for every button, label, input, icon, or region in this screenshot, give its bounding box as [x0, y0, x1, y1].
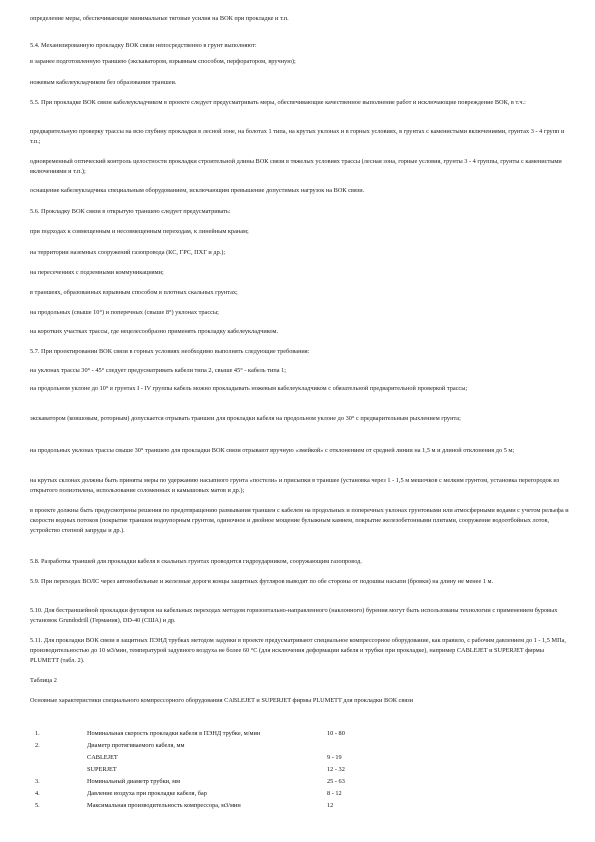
paragraph-5-7-item-5: на крутых склонах должны быть приняты меры по удержанию насыпного грунта «постели» и присыпки в траншее (установка через 1 - 1,5 м мешочков с мелким грунтом, установка перегородок из открытого полиэтилена, использование соломенных и камышовых матов и др.); [30, 477, 560, 494]
row-number: 5. [35, 802, 40, 809]
paragraph-5-4: 5.4. Механизированную прокладку ВОК связи непосредственно в грунт выполняют: [30, 42, 257, 49]
paragraph-5-10: 5.10. Для бестраншейной прокладки футляров на кабельных переходах методом горизонтально-направленного (наклонного) бурения могут быть использованы технологии с применением буровых установок Grundodrill (Германия), DD-40 (США) и др. [30, 607, 558, 624]
paragraph-5-7-item-2: на продольном уклоне до 10° в грунтах I - IV группы кабель можно прокладывать ножевым кабелеукладчиком с обязательной предварительной проверкой трассы; [30, 385, 468, 392]
row-value: 12 [327, 802, 334, 809]
row-number: 2. [35, 742, 40, 749]
row-value: 10 - 80 [327, 730, 345, 737]
row-name: Диаметр протягиваемого кабеля, мм [87, 742, 185, 749]
paragraph-5-7-item-6: в проекте должны быть предусмотрены решения по предотвращению размывания траншеи с кабелем на продольных и поперечных уклонах грунтовыми или атмосферными водами с учетом рельефа и скорости водных потоков (покрытие траншеи водоупорным грунтом, одиночное и двойное мощение булыжным камнем, покрытие железобетонными плитами, сооружение водоотбойных лотов, устройство степной запруды и др.). [30, 507, 569, 534]
row-name: Давление воздуха при прокладке кабеля, бар [87, 790, 207, 797]
row-value: 9 - 19 [327, 754, 342, 761]
row-value: 12 - 32 [327, 766, 345, 773]
paragraph-intro: определение меры, обеспечивающие минимальные тяговые усилия на ВОК при прокладке и т.п. [30, 15, 289, 22]
paragraph-5-9: 5.9. При переходах ВОЛС через автомобильные и железные дороги концы защитных футляров выводят по обе стороны от подошвы насыпи (бровки) на длину не менее 1 м. [30, 578, 494, 585]
paragraph-5-7-item-4: на продольных уклонах трассы свыше 30° траншею для прокладки ВОК связи отрывают вручную «змейкой» с отклонением от средней линии на 1,5 м и длиной отклонения до 5 м; [30, 447, 515, 454]
table-title: Основные характеристики специального компрессорного оборудования CABLEJET и SUPERJET фирмы PLUMETT для прокладки ВОК связи [30, 697, 413, 704]
table-row [30, 729, 570, 739]
paragraph-5-5-item-3: оснащение кабелеукладчика специальным оборудованием, исключающим превышение допустимых нагрузок на ВОК связи. [30, 187, 365, 194]
paragraph-5-7: 5.7. При проектировании ВОК связи в горных условиях необходимо выполнять следующие требования: [30, 348, 310, 355]
row-number: 3. [35, 778, 40, 785]
paragraph-5-7-item-3: экскаватором (ковшовым, роторным) допускается отрывать траншеи для прокладки кабеля на продольном уклоне до 30° с предварительным рыхлением грунта; [30, 415, 461, 422]
row-value: 8 - 12 [327, 790, 342, 797]
table-row [30, 777, 570, 787]
row-name: Номинальная скорость прокладки кабеля в ПЭНД трубке, м/мин [87, 730, 261, 737]
table-row [30, 789, 570, 799]
table-row [30, 801, 570, 811]
row-name: Максимальная производительность компрессора, м3/мин [87, 802, 241, 809]
table-caption: Таблица 2 [30, 677, 57, 684]
row-name: SUPERJET [87, 766, 117, 773]
paragraph-5-6-item-3: на пересечениях с подземными коммуникациями; [30, 269, 164, 276]
paragraph-5-6: 5.6. Прокладку ВОК связи в открытую траншею следует предусматривать: [30, 208, 231, 215]
row-number: 1. [35, 730, 40, 737]
row-name: CABLEJET [87, 754, 118, 761]
paragraph-5-6-item-4: в траншеях, образованных взрывным способом в плотных скальных грунтах; [30, 289, 238, 296]
row-number: 4. [35, 790, 40, 797]
paragraph-5-5: 5.5. При прокладке ВОК связи кабелеукладчиком в проекте следует предусматривать меры, обеспечивающие качественное выполнение работ и исключающие повреждение ВОК, в т.ч.: [30, 99, 526, 106]
table-row [30, 741, 570, 751]
paragraph-5-11: 5.11. Для прокладки ВОК связи в защитных ПЭНД трубках методом задувки в проекте предусматривают специальное компрессорное оборудование, как правило, с рабочим давлением до 1 - 1,5 МПа, производительностью до 10 м3/мин, температурой задувного воздуха не более 60 °С (для исключения деформации кабеля и трубки при прокладке), например CABLEJET и SUPERJET фирмы PLUMETT (табл. 2). [30, 637, 566, 664]
paragraph-5-7-item-1: на уклонах трассы 30° - 45° следует предусматривать кабели типа 2, свыше 45° - кабель типа 1; [30, 367, 287, 374]
paragraph-5-5-item-2: одновременный оптический контроль целостности прокладки строительной длины ВОК связи в тяжелых условиях трассы (лесная зона, горные условия, грунты 3 - 4 группы, грунты с каменистыми включениями и т.п.); [30, 158, 562, 175]
paragraph-5-6-item-5: на продольных (свыше 10°) и поперечных (свыше 8°) уклонах трассы; [30, 309, 219, 316]
paragraph-5-4-item-1: в заранее подготовленную траншею (экскаватором, взрывным способом, перфоратором, вручную); [30, 58, 296, 65]
table-row [30, 753, 570, 763]
paragraph-5-4-item-2: ножевым кабелеукладчиком без образования траншеи. [30, 79, 177, 86]
paragraph-5-6-item-2: на территории наземных сооружений газопровода (КС, ГРС, ПХГ и др.); [30, 249, 226, 256]
paragraph-5-6-item-6: на коротких участках трассы, где нецелесообразно применять прокладку кабелеукладчиком. [30, 328, 279, 335]
row-value: 25 - 63 [327, 778, 345, 785]
row-name: Номинальный диаметр трубки, мм [87, 778, 181, 785]
paragraph-5-5-item-1: предварительную проверку трассы на всю глубину прокладки в лесной зоне, на болотах 1 типа, на крутых уклонах и в горных условиях, в грунтах с каменистыми включениями, грунтах 3 - 4 групп и т.п.; [30, 128, 565, 145]
paragraph-5-6-item-1: при подходах к совмещенным и несовмещенным переходам, к линейным кранам; [30, 228, 249, 235]
paragraph-5-8: 5.8. Разработка траншей для прокладки кабеля в скальных грунтах проводится гидроударником, сооружающим газопровод. [30, 558, 362, 565]
table-row [30, 765, 570, 775]
